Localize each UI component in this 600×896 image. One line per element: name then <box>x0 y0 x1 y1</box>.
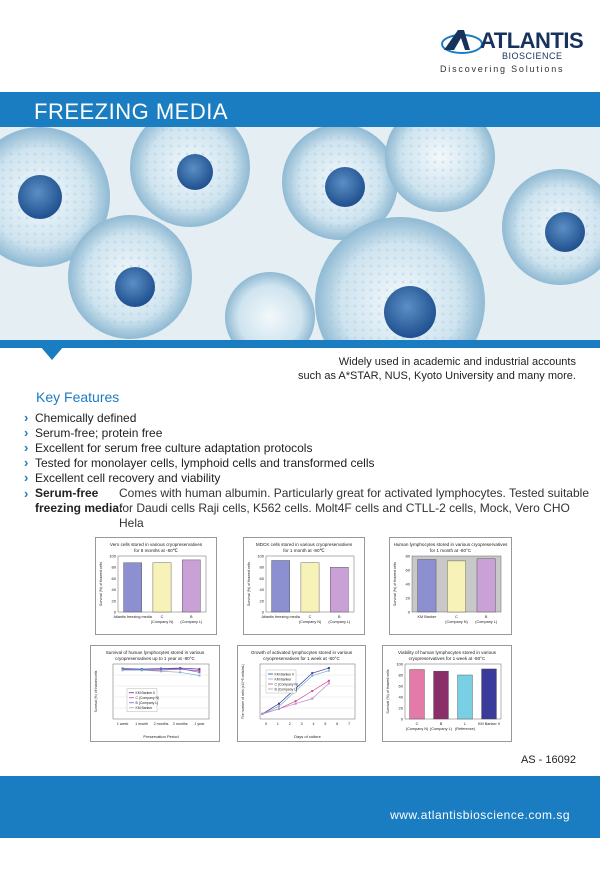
figure-lymphocytes-1-month <box>389 537 512 635</box>
x-tick-label: 7 <box>348 722 351 726</box>
figure-chart <box>238 646 365 741</box>
x-tick-label: (Company L) <box>430 727 452 731</box>
usage-line-1: Widely used in academic and industrial accounts <box>338 356 576 368</box>
feature-item: › Tested for monolayer cells, lymphoid cells and transformed cells <box>24 455 375 470</box>
data-point <box>311 690 313 692</box>
data-point <box>179 671 181 673</box>
data-point <box>179 668 181 670</box>
figure-title: MDCK cells stored in various cryopreservatives <box>255 542 353 547</box>
y-tick-label: 40 <box>259 587 264 593</box>
x-tick-label: 3 months <box>172 722 188 726</box>
chevron-right-icon: › <box>24 410 29 425</box>
x-tick-label: (Company N) <box>445 620 468 624</box>
x-tick-label: 0 <box>264 722 267 726</box>
y-tick-label: 0 <box>261 609 264 615</box>
bar <box>434 671 449 719</box>
figure-title: cryopreservatives up to 1 year at -80°C <box>115 656 195 661</box>
bar <box>124 563 142 612</box>
x-tick-label: C <box>308 615 312 619</box>
figure-chart <box>383 646 511 741</box>
y-tick-label: 20 <box>405 595 410 601</box>
cells-illustration <box>0 127 600 340</box>
x-tick-label: 3 <box>300 722 303 726</box>
y-tick-label: 100 <box>257 553 264 559</box>
x-tick-label: B <box>190 615 193 619</box>
bar <box>447 561 465 612</box>
legend-label: C (Company N) <box>135 696 160 701</box>
x-tick-label: Atlantis freezing media <box>113 615 152 619</box>
y-tick-label: 20 <box>111 598 116 604</box>
y-tick-label: 60 <box>111 575 116 581</box>
x-tick-label: Atlantis freezing media <box>261 615 300 619</box>
bar <box>330 567 348 612</box>
x-tick-label: KM Banker <box>417 615 437 619</box>
feature-item: › Excellent for serum free culture adaptation protocols <box>24 440 313 455</box>
y-tick-label: 0 <box>113 609 116 615</box>
x-tick-label: (Reference) <box>454 727 476 731</box>
bar <box>301 563 319 612</box>
figure-title: for 1 month at -80°C <box>429 548 472 553</box>
y-tick-label: 100 <box>109 553 116 559</box>
y-tick-label: 40 <box>398 694 403 700</box>
data-point <box>160 668 162 670</box>
figure-chart <box>96 538 216 634</box>
figure-chart <box>91 646 219 741</box>
data-point <box>328 670 330 672</box>
x-tick-label: 4 <box>312 722 315 726</box>
chevron-right-icon: › <box>24 470 29 485</box>
y-tick-label: 60 <box>259 575 264 581</box>
hero-divider <box>0 340 600 348</box>
figure-lymphocytes-1-year <box>90 645 220 742</box>
data-point <box>311 675 313 677</box>
y-axis-label: Survival (%) of thawed cells <box>247 561 251 607</box>
hero-cells-image <box>0 127 600 340</box>
x-tick-label: 1 month <box>135 722 149 726</box>
x-tick-label: (Company L) <box>180 620 203 624</box>
x-tick-label: 1 year <box>194 722 205 726</box>
figure-title: Viability of human lymphocytes stored in various <box>398 650 496 655</box>
x-tick-label: (Company N) <box>150 620 174 624</box>
x-tick-label: C <box>455 615 458 619</box>
y-tick-label: 100 <box>396 661 403 667</box>
x-tick-label: 1 week <box>116 722 129 726</box>
website-link[interactable]: www.atlantisbioscience.com.sg <box>390 808 570 822</box>
data-point <box>160 670 162 672</box>
data-point <box>141 669 143 671</box>
figure-mdck-cells <box>243 537 365 635</box>
x-tick-label: B <box>484 615 488 619</box>
figure-title: for 8 months at -80℃ <box>134 548 178 553</box>
figure-chart <box>390 538 511 634</box>
y-axis-label: Survival (%) of thawed cells <box>386 669 390 714</box>
x-axis-label: Preservation Period <box>143 734 179 739</box>
data-point <box>295 700 297 702</box>
x-tick-label: 2 <box>288 722 291 726</box>
legend-label: B (Company L) <box>135 701 159 706</box>
x-tick-label: 6 <box>336 722 339 726</box>
document-code: AS - 16092 <box>520 754 576 766</box>
logo-swoosh-icon <box>440 24 484 60</box>
y-tick-label: 80 <box>398 672 403 678</box>
data-point <box>328 667 330 669</box>
data-point <box>278 703 280 705</box>
y-tick-label: 20 <box>259 598 264 604</box>
x-tick-label: (Company N) <box>405 727 429 731</box>
x-tick-label: (Company L) <box>328 620 351 624</box>
data-point <box>278 708 280 710</box>
chevron-right-icon: › <box>24 455 29 470</box>
data-point <box>328 682 330 684</box>
brand-tagline: Discovering Solutions <box>440 64 565 74</box>
x-tick-label: (Company N) <box>298 620 322 624</box>
feature-item: › Excellent cell recovery and viability <box>24 470 221 485</box>
data-point <box>278 705 280 707</box>
y-axis-label: Survival (%) of thawed cells <box>393 561 397 607</box>
legend-label: KM Banker <box>135 706 153 711</box>
feature-item: › Chemically defined <box>24 410 137 425</box>
figure-title: cryopreservatives for 1 week at -80°C <box>408 656 486 661</box>
bar <box>418 560 436 613</box>
data-point <box>261 713 263 715</box>
x-tick-label: (Company L) <box>475 620 498 624</box>
y-axis-label: Survival (%) of thawed cells <box>94 670 98 713</box>
y-tick-label: 60 <box>398 683 403 689</box>
figure-title: Human lymphocytes stored in various cryopreservatives <box>393 542 508 547</box>
bar <box>153 563 171 612</box>
y-axis-label: The number of cells (x10^5 cells/mL) <box>241 663 245 720</box>
bar <box>477 559 495 612</box>
figure-title: Growth of activated lymphocytes stored in various <box>250 650 353 655</box>
y-tick-label: 0 <box>407 609 410 615</box>
usage-text <box>298 355 576 383</box>
legend-label: KM Banker II <box>274 672 295 677</box>
figure-chart <box>244 538 364 634</box>
y-tick-label: 80 <box>259 564 264 570</box>
bar <box>182 560 200 612</box>
y-tick-label: 60 <box>405 567 410 573</box>
figure-title: for 1 month at -80℃ <box>283 548 325 553</box>
x-axis-label: Days of culture <box>294 734 321 739</box>
bar <box>410 670 425 720</box>
footer-band <box>0 776 600 838</box>
chevron-right-icon: › <box>24 486 29 501</box>
brand-name: ATLANTIS <box>480 28 584 53</box>
data-point <box>328 680 330 682</box>
atlantis-logo <box>440 24 584 76</box>
figure-title: cryopreservatives for 1 week at -80°C <box>263 656 340 661</box>
page-title: FREEZING MEDIA <box>34 99 229 124</box>
chevron-right-icon: › <box>24 425 29 440</box>
x-tick-label: L <box>463 722 467 726</box>
chevron-right-icon: › <box>24 440 29 455</box>
x-tick-label: 5 <box>324 722 327 726</box>
x-tick-label: 2 months <box>153 722 169 726</box>
legend-label: KM Banker <box>274 677 292 682</box>
figure-lymphocyte-growth <box>237 645 366 742</box>
figure-title: Vero cells stored in various cryopreservatives <box>109 542 203 547</box>
key-features-heading: Key Features <box>36 389 120 405</box>
figure-vero-cells <box>95 537 217 635</box>
data-point <box>311 698 313 700</box>
data-point <box>122 669 124 671</box>
x-tick-label: 1 <box>276 722 279 726</box>
brand-sub: BIOSCIENCE <box>502 51 563 61</box>
legend-label: C (Company N) <box>274 682 299 687</box>
bar <box>458 675 473 719</box>
y-tick-label: 40 <box>405 581 410 587</box>
data-point <box>198 671 200 673</box>
usage-line-2: such as A*STAR, NUS, Kyoto University and many more. <box>298 370 576 382</box>
x-tick-label: KM Banker II <box>478 722 500 726</box>
y-tick-label: 0 <box>400 716 403 722</box>
x-tick-label: B <box>439 722 443 726</box>
data-point <box>198 675 200 677</box>
y-tick-label: 40 <box>111 587 116 593</box>
bar <box>482 669 497 719</box>
bar <box>272 560 290 612</box>
figure-lymphocyte-viability <box>382 645 512 742</box>
x-tick-label: C <box>415 722 419 726</box>
feature-list <box>24 410 584 485</box>
x-tick-label: C <box>160 615 164 619</box>
data-point <box>311 672 313 674</box>
feature-item: › Serum-free; protein free <box>24 425 163 440</box>
x-tick-label: B <box>338 615 341 619</box>
y-tick-label: 80 <box>405 553 410 559</box>
y-tick-label: 20 <box>398 705 403 711</box>
y-axis-label: Survival (%) of thawed cells <box>99 561 103 607</box>
serum-free-description: Comes with human albumin. Particularly great for activated lymphocytes. Tested suitable for Daudi cells Raji cells, K562 cells. Molt4F cells and CTLL-2 cells, Mock, Vero CHO Hela <box>119 486 589 530</box>
y-tick-label: 80 <box>111 564 116 570</box>
divider-notch <box>40 346 64 360</box>
serum-free-label: Serum-free freezing media: <box>35 486 124 515</box>
figure-title: Survival of human lymphocytes stored in various <box>105 650 205 655</box>
legend-label: KM Banker II <box>135 691 156 696</box>
legend-label: B (Company L) <box>274 687 298 692</box>
data-point <box>295 703 297 705</box>
